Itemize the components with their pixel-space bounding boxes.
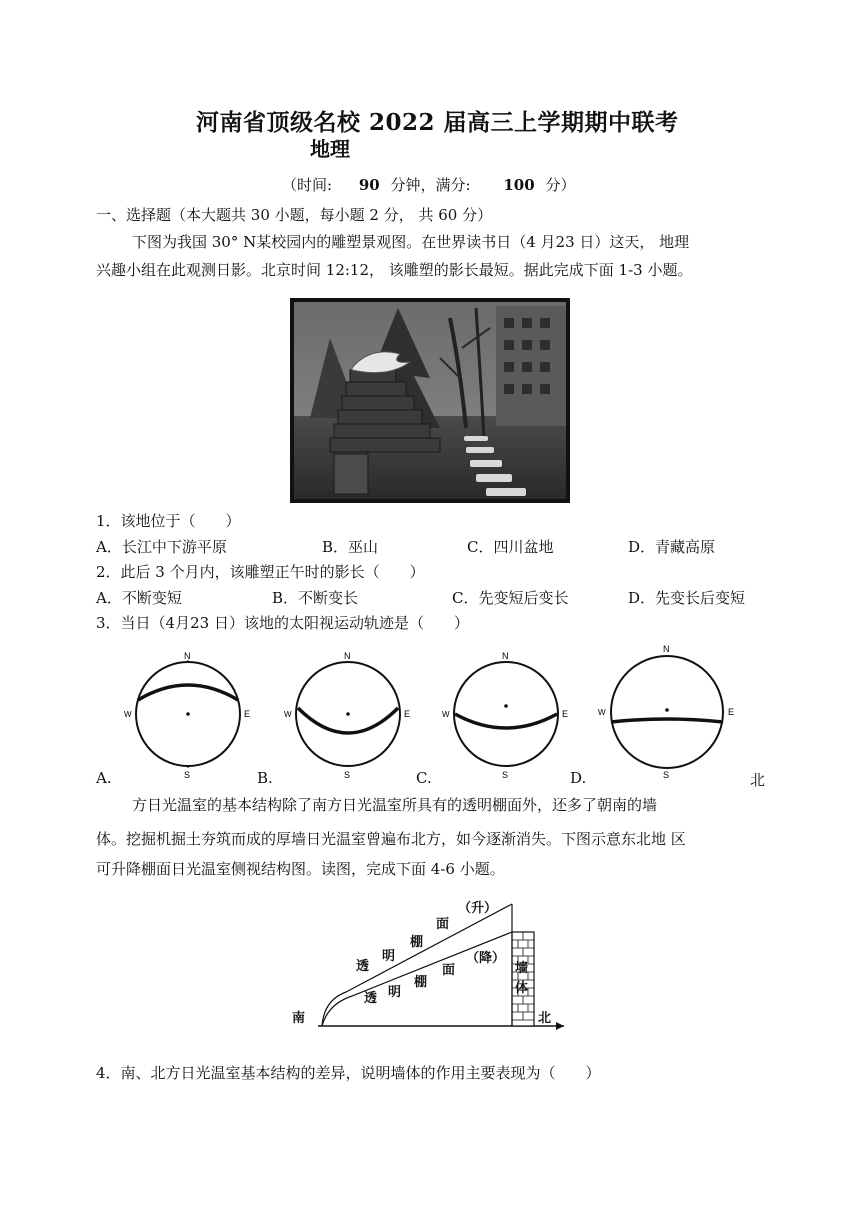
upper-roof-label-rise: （升）: [458, 901, 498, 916]
q1-option-c: C．四川盆地: [467, 538, 554, 556]
south-label: S: [663, 770, 670, 780]
passage2-line-3: 可升降棚面日光温室侧视结构图。读图，完成下面 4-6 小题。: [96, 860, 505, 878]
north-label: 北: [538, 1011, 552, 1026]
q3-option-d: D.: [570, 769, 587, 787]
upper-roof-char-1: 透: [356, 959, 370, 974]
sun-path-globe-d: [596, 642, 738, 780]
subject-title: 地理: [310, 137, 350, 161]
exam-time-line: [282, 174, 575, 195]
south-label: 南: [292, 1011, 306, 1026]
north-label: N: [184, 651, 191, 661]
q3-option-c: C.: [416, 769, 432, 787]
q1-option-b: B．巫山: [322, 538, 379, 556]
score-unit: 分）: [545, 176, 576, 194]
lower-roof-char-4: 面: [442, 963, 456, 978]
time-open: （时间:: [282, 176, 333, 194]
east-label: E: [728, 707, 735, 717]
q3-stem: 3．当日（4月23 日）该地的太阳视运动轨迹是（ ）: [96, 614, 469, 632]
north-label: N: [344, 651, 351, 661]
q3-option-b: B.: [257, 769, 273, 787]
q2-option-d: D．先变长后变短: [628, 589, 746, 607]
south-label: S: [344, 770, 351, 780]
intro-line-1: 下图为我国 30° N某校园内的雕塑景观图。在世界读书日（4 月23 日）这天， 地理: [132, 233, 690, 251]
sculpture-photo: [290, 298, 570, 503]
q2-option-a: A．不断变短: [96, 589, 182, 607]
west-label: W: [442, 710, 450, 719]
passage2-line-1: 方日光温室的基本结构除了南方日光温室所具有的透明棚面外，还多了朝南的墙: [132, 796, 658, 814]
west-label: W: [124, 710, 132, 719]
time-value: 90: [358, 176, 380, 194]
sun-path-globe-a: [122, 650, 254, 780]
q4-stem: 4．南、北方日光温室基本结构的差异，说明墙体的作用主要表现为（ ）: [96, 1064, 601, 1082]
lower-roof-label-fall: （降）: [466, 951, 506, 966]
document-title: 河南省顶级名校 2022 届高三上学期期中联考: [196, 109, 679, 136]
intro-line-2: 兴趣小组在此观测日影。北京时间 12:12， 该雕塑的影长最短。据此完成下面 1-3 小题。: [96, 261, 693, 279]
west-label: W: [284, 710, 292, 719]
upper-roof-char-4: 面: [436, 917, 450, 932]
north-label: N: [663, 644, 670, 654]
north-label: N: [502, 651, 509, 661]
passage2-line-2: 体。挖掘机掘土夯筑而成的厚墙日光温室曾遍布北方，如今逐渐消失。下图示意东北地 区: [96, 830, 686, 848]
score-value: 100: [503, 176, 535, 194]
west-label: W: [598, 708, 606, 717]
wall-char-2: 体: [515, 981, 529, 996]
south-label: S: [184, 770, 191, 780]
south-label: S: [502, 770, 509, 780]
lower-roof-char-3: 棚: [414, 975, 428, 990]
sun-path-globe-c: [440, 650, 572, 780]
q2-stem: 2．此后 3 个月内，该雕塑正午时的影长（ ）: [96, 563, 425, 581]
q3-option-a: A.: [96, 769, 112, 787]
sun-path-globe-b: [282, 650, 414, 780]
q1-stem: 1．该地位于（ ）: [96, 512, 241, 530]
q2-option-b: B．不断变长: [272, 589, 359, 607]
lower-roof-char-2: 明: [388, 985, 402, 1000]
lower-roof-char-1: 透: [364, 991, 378, 1006]
q1-option-a: A．长江中下游平原: [96, 538, 227, 556]
wall-char-1: 墙: [515, 961, 529, 976]
upper-roof-char-2: 明: [382, 949, 396, 964]
upper-roof-char-3: 棚: [410, 935, 424, 950]
q1-option-d: D．青藏高原: [628, 538, 716, 556]
east-label: E: [562, 709, 569, 719]
section-heading: 一、选择题（本大题共 30 小题，每小题 2 分， 共 60 分）: [96, 206, 493, 224]
q2-option-c: C．先变短后变长: [452, 589, 569, 607]
passage-start-char: 北: [750, 771, 766, 789]
east-label: E: [244, 709, 251, 719]
time-unit: 分钟，满分:: [390, 176, 471, 194]
greenhouse-diagram: [288, 892, 570, 1032]
east-label: E: [404, 709, 411, 719]
